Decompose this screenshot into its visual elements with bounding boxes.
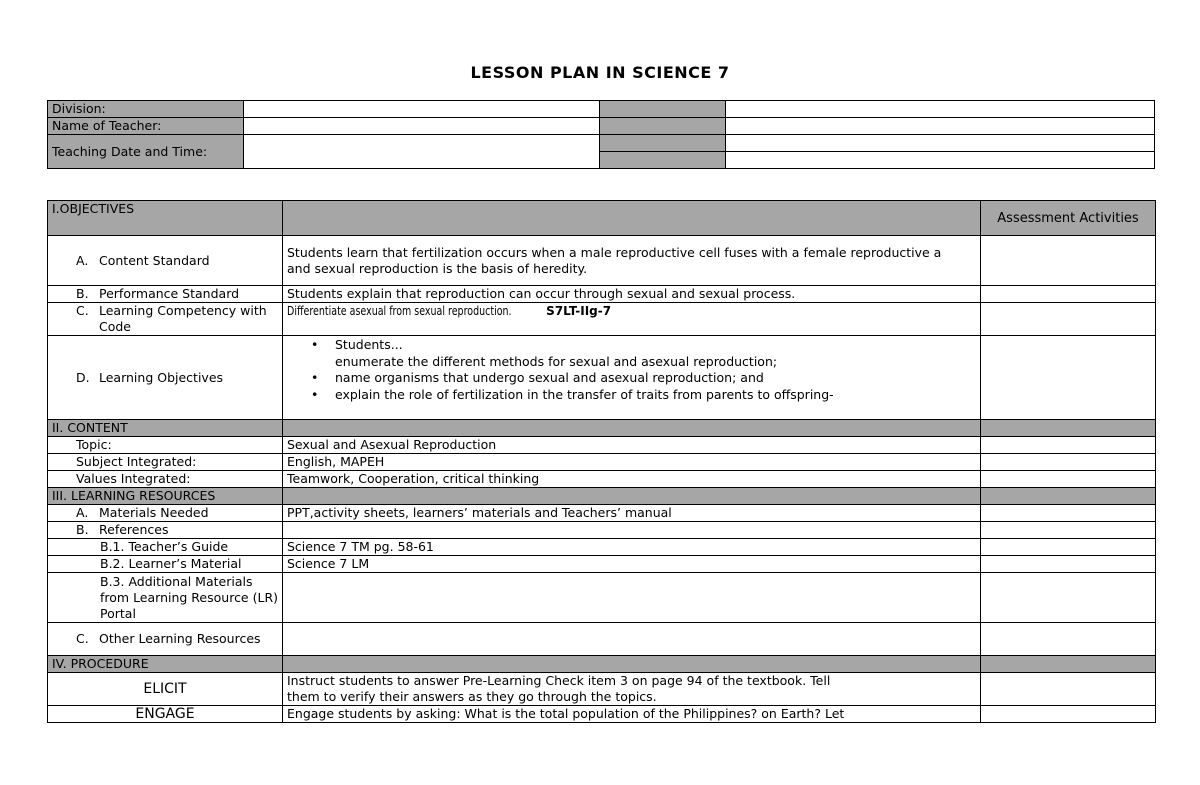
- references-text-label: References: [99, 522, 169, 537]
- performance-standard-value: Students explain that reproduction can occur through sexual and sexual process.: [283, 286, 981, 303]
- elicit-label: ELICIT: [48, 673, 283, 706]
- topic-value: Sexual and Asexual Reproduction: [283, 437, 981, 454]
- content-standard-line2: and sexual reproduction is the basis of heredity.: [287, 260, 588, 276]
- content-standard-line1: Students learn that fertilization occurs when a male reproductive cell fuses with a female reproductive a: [287, 244, 942, 260]
- learning-objective-3: explain the role of fertilization in the transfer of traits from parents to offspring-: [335, 386, 834, 402]
- header-field[interactable]: [726, 118, 1155, 135]
- other-resources-text-label: Other Learning Resources: [99, 631, 261, 646]
- materials-value: PPT,activity sheets, learners’ materials and Teachers’ manual: [283, 505, 981, 522]
- header-grey-cell: [600, 152, 726, 169]
- other-resources-value: [283, 623, 981, 656]
- division-label: Division:: [48, 101, 244, 118]
- additional-materials-label: B.3. Additional Materials from Learning Resource (LR) Portal: [48, 573, 283, 623]
- competency-value: [283, 303, 981, 336]
- page-title: LESSON PLAN IN SCIENCE 7: [470, 63, 730, 82]
- section-resources-heading: III. LEARNING RESOURCES: [48, 488, 283, 505]
- materials-text-label: Materials Needed: [99, 505, 209, 520]
- engage-value: Engage students by asking: What is the total population of the Philippines? on Earth? Let: [283, 706, 981, 723]
- header-grey-cell: [600, 135, 726, 152]
- header-field[interactable]: [726, 135, 1155, 152]
- competency-label: [48, 303, 283, 336]
- elicit-value: [283, 673, 981, 706]
- materials-letter: A.: [76, 505, 89, 520]
- performance-standard-letter: B.: [76, 286, 89, 301]
- learning-objective-2: name organisms that undergo sexual and asexual reproduction; and: [335, 370, 764, 385]
- division-field[interactable]: [244, 101, 600, 118]
- competency-letter: C.: [76, 303, 89, 318]
- header-info-table: [47, 100, 1155, 169]
- section-content-heading: II. CONTENT: [48, 420, 283, 437]
- header-field[interactable]: [726, 101, 1155, 118]
- values-integrated-label: Values Integrated:: [48, 471, 283, 488]
- list-item: [311, 370, 976, 387]
- assessment-heading: Assessment Activities: [981, 201, 1156, 236]
- header-grey-cell: [600, 101, 726, 118]
- learners-material-label: B.2. Learner’s Material: [48, 556, 283, 573]
- materials-label: [48, 505, 283, 522]
- assessment-cell[interactable]: [981, 303, 1156, 336]
- additional-materials-value: [283, 573, 981, 623]
- performance-standard-text-label: Performance Standard: [99, 286, 240, 301]
- list-item: [311, 386, 976, 404]
- learning-objectives-list: [287, 337, 976, 403]
- assessment-cell[interactable]: [981, 539, 1156, 556]
- section-heading-filler: [283, 201, 981, 236]
- list-item: [335, 354, 976, 371]
- content-standard-letter: A.: [76, 252, 89, 268]
- references-letter: B.: [76, 522, 89, 537]
- subject-integrated-value: English, MAPEH: [283, 454, 981, 471]
- assessment-cell[interactable]: [981, 706, 1156, 723]
- learning-objectives-label: [48, 336, 283, 420]
- section-heading-filler: [283, 420, 981, 437]
- bullet-icon: •: [311, 337, 319, 352]
- competency-text-label: Learning Competency with Code: [99, 303, 267, 334]
- engage-label: ENGAGE: [48, 706, 283, 723]
- assessment-cell[interactable]: [981, 623, 1156, 656]
- competency-text: Differentiate asexual from sexual reproduction.: [287, 304, 512, 318]
- section-heading-filler: [981, 656, 1156, 673]
- bullet-icon: •: [311, 370, 319, 385]
- assessment-cell[interactable]: [981, 454, 1156, 471]
- assessment-cell[interactable]: [981, 471, 1156, 488]
- list-item: [311, 337, 976, 354]
- header-field[interactable]: [726, 152, 1155, 169]
- date-label: Teaching Date and Time:: [48, 135, 244, 169]
- content-standard-text-label: Content Standard: [99, 252, 210, 268]
- assessment-cell[interactable]: [981, 522, 1156, 539]
- values-integrated-value: Teamwork, Cooperation, critical thinking: [283, 471, 981, 488]
- performance-standard-label: [48, 286, 283, 303]
- learning-objectives-text-label: Learning Objectives: [99, 369, 224, 385]
- other-resources-label: [48, 623, 283, 656]
- teacher-field[interactable]: [244, 118, 600, 135]
- learning-objective-1: enumerate the different methods for sexual and asexual reproduction;: [335, 353, 778, 369]
- other-resources-letter: C.: [76, 631, 89, 646]
- learners-material-value: Science 7 LM: [283, 556, 981, 573]
- teachers-guide-value: Science 7 TM pg. 58-61: [283, 539, 981, 556]
- section-heading-filler: [981, 488, 1156, 505]
- assessment-cell[interactable]: [981, 286, 1156, 303]
- section-objectives-heading: I.OBJECTIVES: [48, 201, 283, 236]
- references-label: [48, 522, 283, 539]
- elicit-line1: Instruct students to answer Pre-Learning Check item 3 on page 94 of the textbook. Tell: [287, 673, 831, 688]
- subject-integrated-label: Subject Integrated:: [48, 454, 283, 471]
- assessment-cell[interactable]: [981, 236, 1156, 286]
- assessment-cell[interactable]: [981, 437, 1156, 454]
- lesson-plan-table: [47, 200, 1156, 723]
- date-field[interactable]: [244, 135, 600, 169]
- teacher-label: Name of Teacher:: [48, 118, 244, 135]
- assessment-cell[interactable]: [981, 573, 1156, 623]
- topic-label: Topic:: [48, 437, 283, 454]
- assessment-cell[interactable]: [981, 336, 1156, 420]
- teachers-guide-label: B.1. Teacher’s Guide: [48, 539, 283, 556]
- assessment-cell[interactable]: [981, 556, 1156, 573]
- elicit-line2: them to verify their answers as they go through the topics.: [287, 689, 657, 704]
- section-heading-filler: [283, 488, 981, 505]
- assessment-cell[interactable]: [981, 673, 1156, 706]
- bullet-icon: •: [311, 386, 319, 402]
- section-heading-filler: [981, 420, 1156, 437]
- learning-objectives-letter: D.: [76, 369, 90, 385]
- header-grey-cell: [600, 118, 726, 135]
- learning-objectives-value: [283, 336, 981, 420]
- content-standard-label: [48, 236, 283, 286]
- learning-objectives-intro: Students...: [335, 337, 403, 352]
- assessment-cell[interactable]: [981, 505, 1156, 522]
- content-standard-value: [283, 236, 981, 286]
- references-value: [283, 522, 981, 539]
- section-heading-filler: [283, 656, 981, 673]
- competency-code: S7LT-IIg-7: [546, 304, 612, 318]
- section-procedure-heading: IV. PROCEDURE: [48, 656, 283, 673]
